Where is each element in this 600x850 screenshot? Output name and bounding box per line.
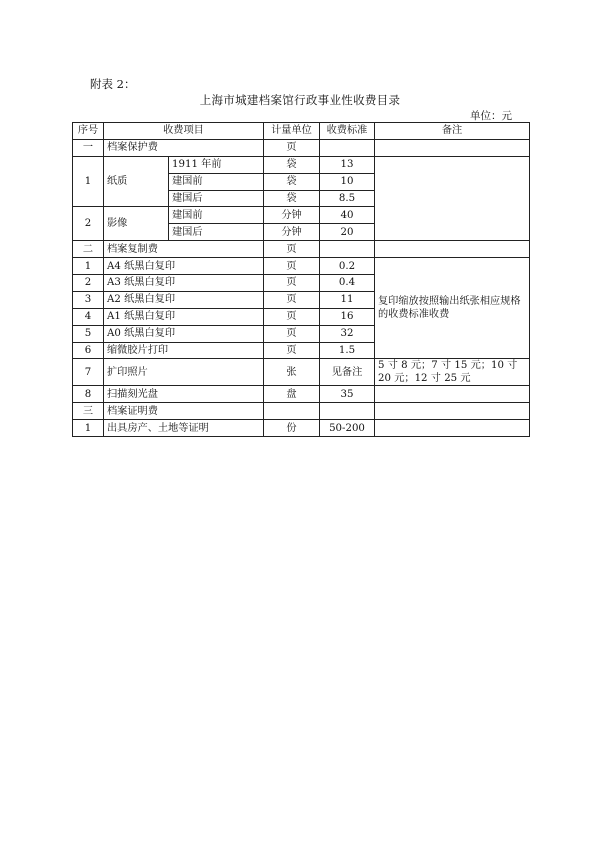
item-name: 扫描刻光盘 [104, 386, 264, 403]
item-name: A1 纸黑白复印 [104, 308, 264, 325]
remark-cell [375, 139, 530, 156]
unit-cell: 页 [264, 325, 320, 342]
unit-cell: 页 [264, 342, 320, 359]
price-cell: 35 [320, 386, 375, 403]
item-name: A3 纸黑白复印 [104, 275, 264, 292]
table-row [73, 359, 530, 386]
price-cell: 40 [320, 207, 375, 224]
row-no: 1 [73, 156, 104, 207]
sub-item: 建国后 [169, 190, 264, 207]
price-cell: 11 [320, 291, 375, 308]
table-header-row [73, 123, 530, 140]
row-no: 2 [73, 275, 104, 292]
row-no: 1 [73, 420, 104, 437]
unit-cell: 页 [264, 308, 320, 325]
unit-cell: 页 [264, 139, 320, 156]
section-no: 一 [73, 139, 104, 156]
price-cell: 0.2 [320, 258, 375, 275]
item-name: 影像 [104, 207, 169, 241]
unit-cell [264, 403, 320, 420]
item-name: 缩微胶片打印 [104, 342, 264, 359]
unit-cell: 袋 [264, 156, 320, 173]
fee-table [72, 122, 530, 437]
header-unit: 计量单位 [264, 123, 320, 140]
price-cell [320, 403, 375, 420]
photo-remark: 5 寸 8 元；7 寸 15 元；10 寸 20 元；12 寸 25 元 [375, 359, 530, 386]
table-row [73, 258, 530, 275]
remark-cell [375, 403, 530, 420]
table-row [73, 156, 530, 173]
unit-note: 单位：元 [470, 110, 512, 122]
price-cell: 1.5 [320, 342, 375, 359]
row-no: 1 [73, 258, 104, 275]
item-name: A2 纸黑白复印 [104, 291, 264, 308]
section-row [73, 403, 530, 420]
price-cell: 13 [320, 156, 375, 173]
price-cell: 32 [320, 325, 375, 342]
price-cell [320, 139, 375, 156]
item-name: A4 纸黑白复印 [104, 258, 264, 275]
unit-cell: 页 [264, 291, 320, 308]
row-no: 8 [73, 386, 104, 403]
remark-cell [375, 241, 530, 258]
row-no: 3 [73, 291, 104, 308]
unit-cell: 页 [264, 258, 320, 275]
sub-item: 1911 年前 [169, 156, 264, 173]
price-cell: 0.4 [320, 275, 375, 292]
remark-cell [375, 156, 530, 240]
header-item: 收费项目 [104, 123, 264, 140]
remark-cell [375, 420, 530, 437]
sub-item: 建国后 [169, 224, 264, 241]
section-name: 档案证明费 [104, 403, 264, 420]
row-no: 5 [73, 325, 104, 342]
row-no: 2 [73, 207, 104, 241]
unit-cell: 分钟 [264, 224, 320, 241]
price-cell: 见备注 [320, 359, 375, 386]
header-remark: 备注 [375, 123, 530, 140]
unit-cell: 张 [264, 359, 320, 386]
copy-remark: 复印缩放按照输出纸张相应规格的收费标准收费 [375, 258, 530, 359]
unit-cell: 分钟 [264, 207, 320, 224]
unit-cell: 盘 [264, 386, 320, 403]
item-name: 出具房产、土地等证明 [104, 420, 264, 437]
sub-item: 建国前 [169, 207, 264, 224]
price-cell: 8.5 [320, 190, 375, 207]
unit-cell: 页 [264, 241, 320, 258]
row-no: 4 [73, 308, 104, 325]
section-row [73, 241, 530, 258]
document-title: 上海市城建档案馆行政事业性收费目录 [199, 93, 401, 107]
table-row [73, 386, 530, 403]
item-name: 扩印照片 [104, 359, 264, 386]
table-row [73, 420, 530, 437]
item-name: A0 纸黑白复印 [104, 325, 264, 342]
unit-cell: 份 [264, 420, 320, 437]
unit-cell: 页 [264, 275, 320, 292]
header-price: 收费标准 [320, 123, 375, 140]
price-cell: 10 [320, 173, 375, 190]
unit-cell: 袋 [264, 173, 320, 190]
attachment-label: 附表 2： [90, 77, 136, 91]
section-name: 档案复制费 [104, 241, 264, 258]
price-cell [320, 241, 375, 258]
price-cell: 20 [320, 224, 375, 241]
header-no: 序号 [73, 123, 104, 140]
sub-item: 建国前 [169, 173, 264, 190]
unit-cell: 袋 [264, 190, 320, 207]
section-no: 三 [73, 403, 104, 420]
row-no: 6 [73, 342, 104, 359]
section-no: 二 [73, 241, 104, 258]
price-cell: 16 [320, 308, 375, 325]
remark-cell [375, 386, 530, 403]
item-name: 纸质 [104, 156, 169, 207]
price-cell: 50-200 [320, 420, 375, 437]
row-no: 7 [73, 359, 104, 386]
section-name: 档案保护费 [104, 139, 264, 156]
section-row [73, 139, 530, 156]
